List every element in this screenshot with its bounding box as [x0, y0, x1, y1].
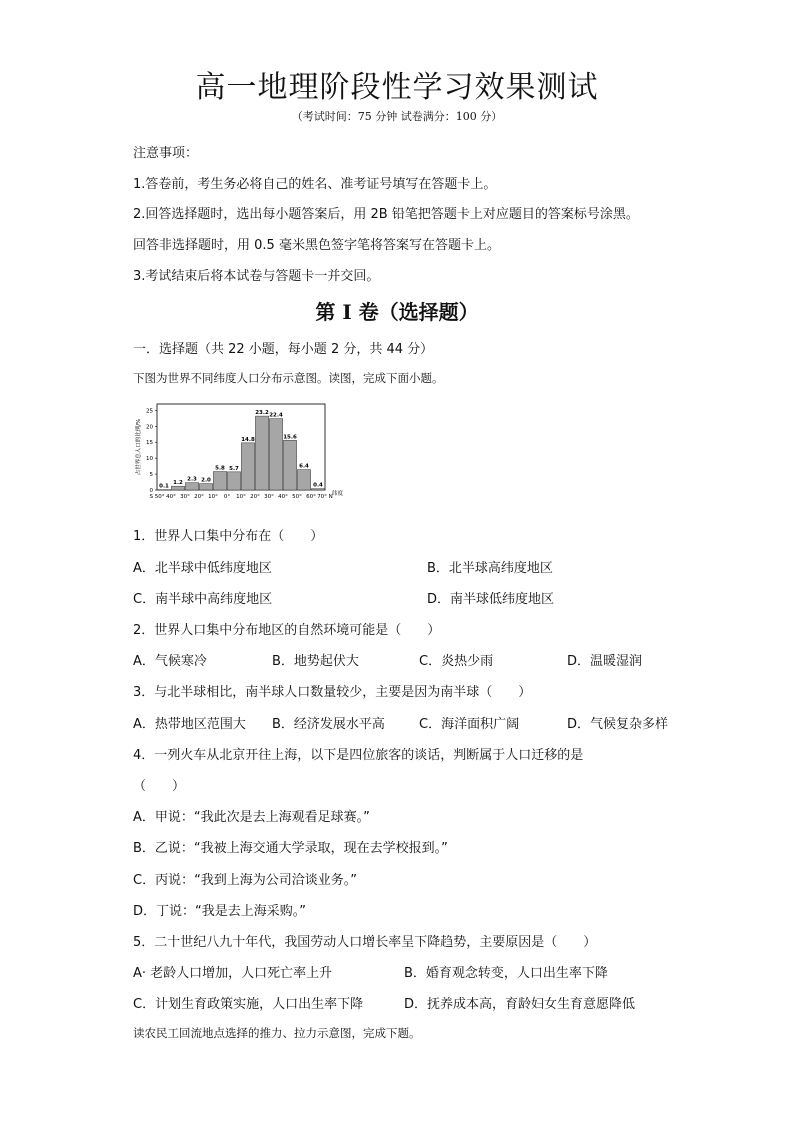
question-stem: 3．与北半球相比，南半球人口数量较少，主要是因为南半球（ ）	[133, 685, 532, 700]
x-tick-label: 20°	[194, 494, 204, 500]
option-c[interactable]: C．炎热少雨	[419, 654, 494, 669]
option-a[interactable]: A．北半球中低纬度地区	[133, 561, 272, 576]
option-b[interactable]: B．乙说：“我被上海交通大学录取，现在去学校报到。”	[133, 841, 448, 856]
option-c[interactable]: C．计划生育政策实施，人口出生率下降	[133, 997, 364, 1012]
y-tick-label: 0	[149, 488, 153, 494]
bar-value-label: 1.2	[173, 480, 183, 487]
question-intro: 下图为世界不同纬度人口分布示意图。读图，完成下面小题。	[133, 371, 444, 385]
notice-item: 回答非选择题时，用 0.5 毫米黑色签字笔将答案写在答题卡上。	[133, 238, 500, 253]
bar	[241, 443, 254, 490]
bar-value-label: 2.3	[187, 476, 197, 483]
latitude-population-chart	[133, 398, 363, 508]
bar	[213, 472, 226, 490]
question-stem: 4．一列火车从北京开往上海，以下是四位旅客的谈话，判断属于人口迁移的是	[133, 748, 584, 763]
notice-item: 2.回答选择题时，选出每小题答案后，用 2B 铅笔把答题卡上对应题目的答案标号涂黑。	[133, 207, 639, 222]
bar	[255, 416, 268, 490]
notice-item: 1.答卷前，考生务必将自己的姓名、准考证号填写在答题卡上。	[133, 177, 497, 192]
option-d[interactable]: D．温暖湿润	[567, 654, 643, 669]
option-d[interactable]: D．抚养成本高，育龄妇女生育意愿降低	[404, 997, 636, 1012]
bar	[227, 472, 240, 490]
x-tick-label: 0°	[223, 494, 231, 500]
notice-item: 3.考试结束后将本试卷与答题卡一并交回。	[133, 269, 380, 284]
section-title: 第 I 卷（选择题）	[315, 300, 479, 324]
x-tick-label: 10°	[236, 494, 246, 500]
bar	[199, 484, 212, 490]
x-tick-label: 20°	[250, 494, 260, 500]
option-a[interactable]: A．热带地区范围大	[133, 717, 246, 732]
bar-value-label: 23.2	[255, 410, 269, 417]
x-tick-label: 10°	[208, 494, 218, 500]
question-stem: 1．世界人口集中分布在（ ）	[133, 529, 324, 544]
question-stem: 2．世界人口集中分布地区的自然环境可能是（ ）	[133, 623, 441, 638]
x-tick-label: 60°	[306, 494, 316, 500]
bar	[311, 489, 324, 490]
answer-blank: （ ）	[133, 779, 186, 794]
x-tick-label: 40°	[278, 494, 288, 500]
question-intro: 读农民工回流地点选择的推力、拉力示意图，完成下题。	[133, 1026, 421, 1040]
option-c[interactable]: C．海洋面积广阔	[419, 717, 520, 732]
part-heading: 一．选择题（共 22 小题，每小题 2 分，共 44 分）	[133, 342, 434, 357]
option-c[interactable]: C．丙说：“我到上海为公司洽谈业务。”	[133, 873, 358, 888]
x-tick-label: S 50°	[149, 494, 165, 500]
y-tick-label: 20	[146, 424, 153, 431]
bar-value-label: 0.4	[313, 482, 323, 489]
bar-value-label: 2.0	[201, 477, 211, 484]
x-tick-label: 50°	[292, 494, 302, 500]
x-tick-label: 30°	[180, 494, 190, 500]
bar	[269, 419, 282, 490]
bar-value-label: 0.1	[159, 483, 169, 490]
bar-value-label: 5.8	[215, 465, 225, 472]
notice-heading: 注意事项：	[133, 146, 199, 161]
option-d[interactable]: D．南半球低纬度地区	[427, 592, 555, 607]
bar	[283, 440, 296, 490]
y-tick-label: 15	[146, 440, 153, 447]
bar-value-label: 15.6	[283, 434, 297, 441]
y-tick-label: 5	[149, 472, 153, 479]
option-b[interactable]: B．北半球高纬度地区	[427, 561, 553, 576]
option-a[interactable]: A· 老龄人口增加，人口死亡率上升	[133, 966, 333, 981]
option-d[interactable]: D．丁说：“我是去上海采购。”	[133, 904, 306, 919]
x-tick-label: 40°	[166, 494, 176, 500]
bar-value-label: 6.4	[299, 463, 309, 470]
bar-value-label: 22.4	[269, 412, 283, 419]
option-b[interactable]: B．经济发展水平高	[272, 717, 385, 732]
bar-value-label: 5.7	[229, 465, 239, 472]
page-title: 高一地理阶段性学习效果测试	[195, 70, 599, 105]
y-axis-label: 占世界总人口的比例/%	[136, 418, 142, 476]
option-a[interactable]: A．甲说：“我此次是去上海观看足球赛。”	[133, 810, 370, 825]
exam-info: （考试时间：75 分钟 试卷满分：100 分）	[291, 110, 503, 123]
bar	[171, 486, 184, 490]
question-stem: 5．二十世纪八九十年代，我国劳动人口增长率呈下降趋势，主要原因是（ ）	[133, 935, 597, 950]
bar-value-label: 14.8	[241, 436, 255, 443]
option-c[interactable]: C．南半球中高纬度地区	[133, 592, 273, 607]
option-b[interactable]: B．婚育观念转变，人口出生率下降	[404, 966, 608, 981]
bar	[185, 483, 198, 490]
x-tick-label: 70° N	[317, 494, 333, 500]
y-tick-label: 25	[146, 408, 153, 415]
option-d[interactable]: D．气候复杂多样	[567, 717, 669, 732]
x-axis-label: 纬度	[332, 491, 344, 497]
option-b[interactable]: B．地势起伏大	[272, 654, 359, 669]
bar	[297, 470, 310, 490]
x-tick-label: 30°	[264, 494, 274, 500]
y-tick-label: 10	[146, 456, 153, 463]
option-a[interactable]: A．气候寒冷	[133, 654, 207, 669]
